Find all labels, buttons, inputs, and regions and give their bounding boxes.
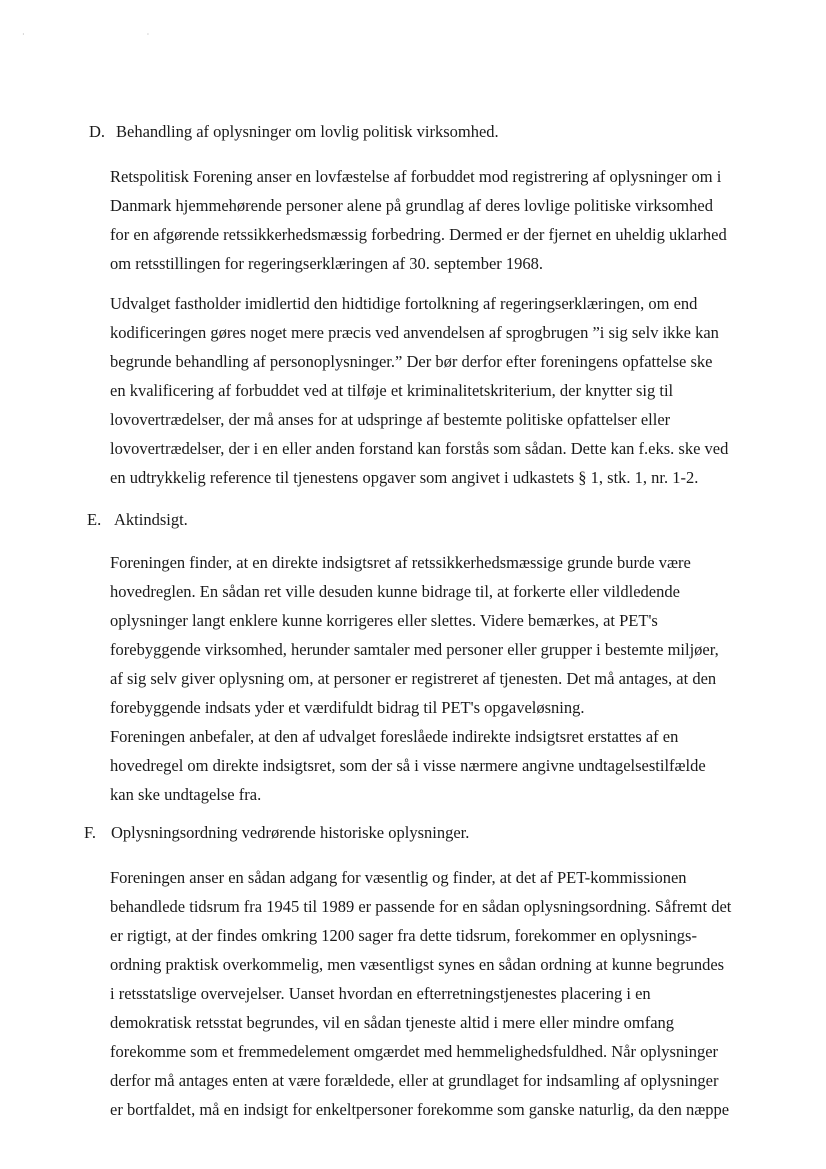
section-title: Oplysningsordning vedrørende historiske oplysninger. <box>111 823 470 842</box>
text-line: demokratisk retsstat begrundes, vil en sådan tjeneste altid i mere eller mindre omfang <box>110 1013 675 1032</box>
text-line: en udtrykkelig reference til tjenestens opgaver som angivet i udkastets § 1, stk. 1, nr. 1-2. <box>110 468 699 487</box>
section-e-paragraph-1 <box>110 548 719 809</box>
text-line: i retsstatslige overvejelser. Uanset hvordan en efterretningstjenestes placering i en <box>110 984 651 1003</box>
text-line: er rigtigt, at der findes omkring 1200 sager fra dette tidsrum, forekommer en oplysnings- <box>110 926 697 945</box>
text-line: behandlede tidsrum fra 1945 til 1989 er passende for en sådan oplysningsordning. Såfremt det <box>110 897 732 916</box>
section-d-paragraph-2 <box>110 289 728 492</box>
section-d-paragraph-1 <box>110 162 727 278</box>
text-line: Danmark hjemmehørende personer alene på grundlag af deres lovlige politiske virksomhed <box>110 196 713 215</box>
text-line: derfor må antages enten at være forældede, eller at grundlaget for indsamling af oplysninger <box>110 1071 719 1090</box>
text-line: hovedregel om direkte indsigtsret, som der så i visse nærmere angivne undtagelsestilfælde <box>110 756 706 775</box>
text-line: Udvalget fastholder imidlertid den hidtidige fortolkning af regeringserklæringen, om end <box>110 294 698 313</box>
text-line: lovovertrædelser, der i en eller anden forstand kan forstås som sådan. Dette kan f.eks. ske ved <box>110 439 729 458</box>
scan-speck-marks: · · <box>22 30 210 39</box>
text-line: kodificeringen gøres noget mere præcis ved anvendelsen af sprogbrugen ”i sig selv ikke kan <box>110 323 719 342</box>
text-line: forekomme som et fremmedelement omgærdet med hemmelighedsfuldhed. Når oplysninger <box>110 1042 719 1061</box>
text-line: oplysninger langt enklere kunne korrigeres eller slettes. Videre bemærkes, at PET's <box>110 611 658 630</box>
text-line: Foreningen anser en sådan adgang for væsentlig og finder, at det af PET-kommissionen <box>110 868 687 887</box>
text-line: Foreningen anbefaler, at den af udvalget foreslåede indirekte indsigtsret erstattes af en <box>110 727 679 746</box>
text-line: om retsstillingen for regeringserklæringen af 30. september 1968. <box>110 254 544 273</box>
section-title: Behandling af oplysninger om lovlig politisk virksomhed. <box>116 122 499 141</box>
text-line: hovedreglen. En sådan ret ville desuden kunne bidrage til, at forkerte eller vildledende <box>110 582 680 601</box>
text-line: af sig selv giver oplysning om, at personer er registreret af tjenesten. Det må antages, at den <box>110 669 717 688</box>
text-line: for en afgørende retssikkerhedsmæssig forbedring. Dermed er der fjernet en uheldig uklarhed <box>110 225 727 244</box>
section-letter: D. <box>89 122 106 141</box>
text-line: en kvalificering af forbuddet ved at tilføje et kriminalitetskriterium, der knytter sig til <box>110 381 674 400</box>
section-letter: F. <box>84 823 96 842</box>
text-line: begrunde behandling af personoplysninger.” Der bør derfor efter foreningens opfattelse ske <box>110 352 713 371</box>
text-line: kan ske undtagelse fra. <box>110 785 262 804</box>
text-line: Foreningen finder, at en direkte indsigtsret af retssikkerhedsmæssige grunde burde være <box>110 553 691 572</box>
text-line: lovovertrædelser, der må anses for at udspringe af bestemte politiske opfattelser eller <box>110 410 671 429</box>
section-f-paragraph-1 <box>110 863 731 1124</box>
section-title: Aktindsigt. <box>114 510 188 529</box>
text-line: forebyggende virksomhed, herunder samtaler med personer eller grupper i bestemte miljøer, <box>110 640 719 659</box>
section-heading-e <box>87 505 188 534</box>
text-line: forebyggende indsats yder et værdifuldt bidrag til PET's opgaveløsning. <box>110 698 585 717</box>
section-letter: E. <box>87 510 102 529</box>
text-line: Retspolitisk Forening anser en lovfæstelse af forbuddet mod registrering af oplysninger om i <box>110 167 722 186</box>
text-line: er bortfaldet, må en indsigt for enkeltpersoner forekomme som ganske naturlig, da den næppe <box>110 1100 730 1119</box>
section-heading-f <box>84 818 469 847</box>
text-line: ordning praktisk overkommelig, men væsentligst synes en sådan ordning at kunne begrundes <box>110 955 725 974</box>
section-heading-d <box>89 117 499 146</box>
